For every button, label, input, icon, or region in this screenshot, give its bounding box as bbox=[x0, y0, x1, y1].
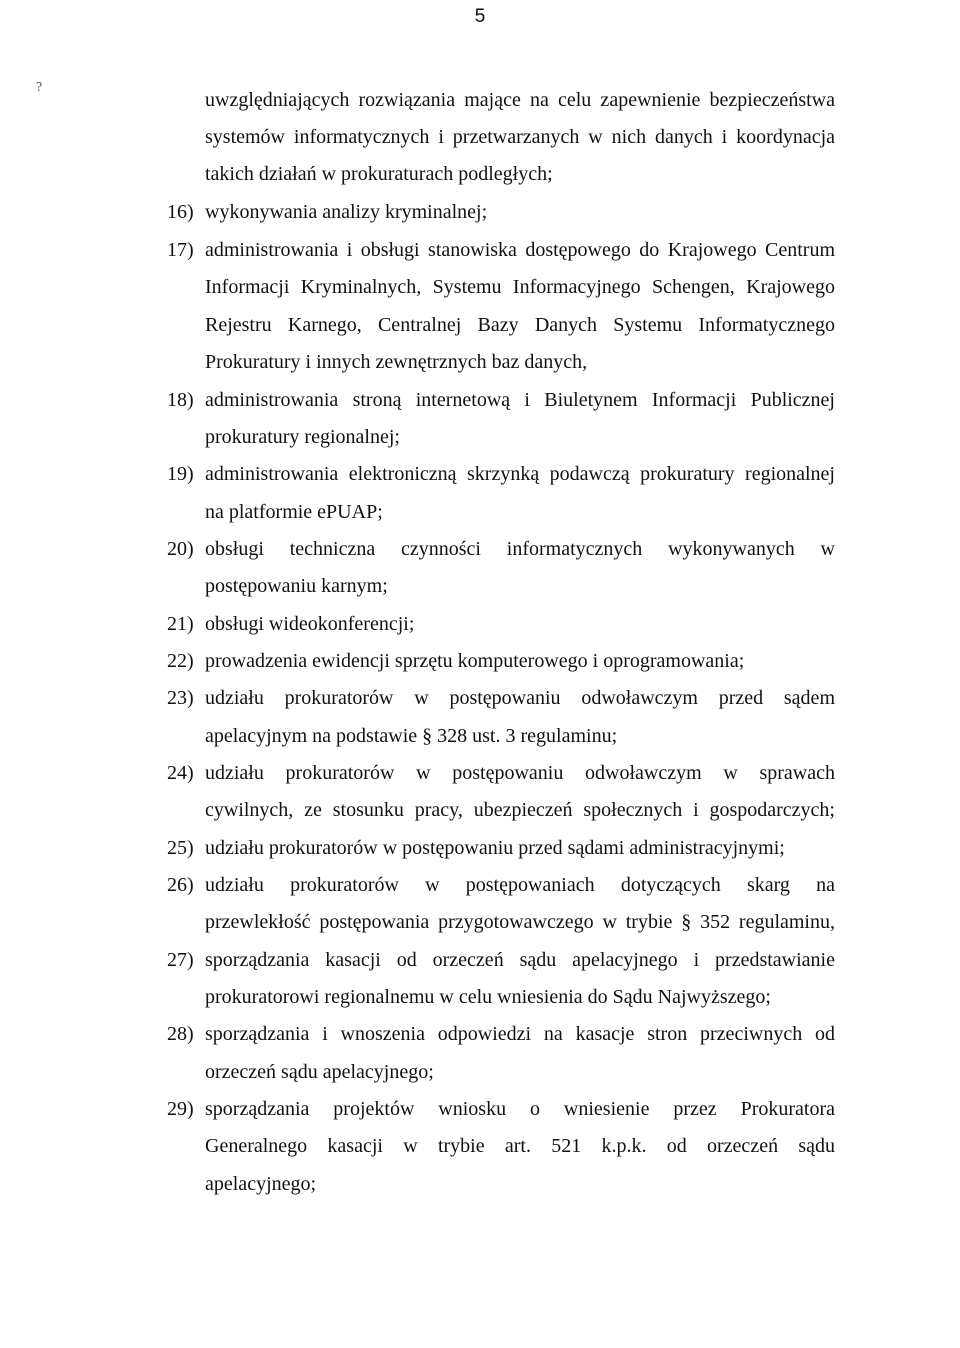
item-17-line-2: Informacji Kryminalnych, Systemu Informacyjnego Schengen, Krajowego bbox=[205, 276, 835, 298]
item-18-line-1: administrowania stroną internetową i Biuletynem Informacji Publicznej bbox=[205, 389, 835, 411]
item-23-line-1: udziału prokuratorów w postępowaniu odwoławczym przed sądem bbox=[205, 687, 835, 709]
item-22-line-1: prowadzenia ewidencji sprzętu komputerowego i oprogramowania; bbox=[205, 650, 745, 672]
item-17-line-4: Prokuratury i innych zewnętrznych baz danych, bbox=[205, 351, 588, 373]
item-27-line-2: prokuratorowi regionalnemu w celu wniesienia do Sądu Najwyższego; bbox=[205, 986, 771, 1008]
item-24-line-2: cywilnych, ze stosunku pracy, ubezpieczeń społecznych i gospodarczych; bbox=[205, 799, 835, 821]
item-29-line-1: sporządzania projektów wniosku o wniesienie przez Prokuratora bbox=[205, 1098, 835, 1120]
item-20-line-1: obsługi techniczna czynności informatycznych wykonywanych w bbox=[205, 538, 835, 560]
item-18-number: 18) bbox=[167, 389, 194, 411]
item-29-line-3: apelacyjnego; bbox=[205, 1173, 317, 1195]
item-17-line-3: Rejestru Karnego, Centralnej Bazy Danych Systemu Informatycznego bbox=[205, 314, 835, 336]
item-19-line-1: administrowania elektroniczną skrzynką podawczą prokuratury regionalnej bbox=[205, 463, 835, 485]
item-26-number: 26) bbox=[167, 874, 194, 896]
item-23-number: 23) bbox=[167, 687, 194, 709]
item-15-line-1: uwzględniających rozwiązania mające na celu zapewnienie bezpieczeństwa bbox=[205, 89, 835, 111]
item-26-line-1: udziału prokuratorów w postępowaniach dotyczących skarg na bbox=[205, 874, 835, 896]
item-27-line-1: sporządzania kasacji od orzeczeń sądu apelacyjnego i przedstawianie bbox=[205, 949, 835, 971]
item-25-line-1: udziału prokuratorów w postępowaniu przed sądami administracyjnymi; bbox=[205, 837, 785, 859]
item-15-line-3: takich działań w prokuraturach podległych; bbox=[205, 163, 553, 185]
item-15-line-2: systemów informatycznych i przetwarzanych w nich danych i koordynacja bbox=[205, 126, 835, 148]
item-18-line-2: prokuratury regionalnej; bbox=[205, 426, 400, 448]
item-26-line-2: przewlekłość postępowania przygotowawczego w trybie § 352 regulaminu, bbox=[205, 911, 835, 933]
item-17-line-1: administrowania i obsługi stanowiska dostępowego do Krajowego Centrum bbox=[205, 239, 835, 261]
item-29-number: 29) bbox=[167, 1098, 194, 1120]
item-28-line-1: sporządzania i wnoszenia odpowiedzi na kasacje stron przeciwnych od bbox=[205, 1023, 835, 1045]
item-27-number: 27) bbox=[167, 949, 194, 971]
item-28-line-2: orzeczeń sądu apelacyjnego; bbox=[205, 1061, 434, 1083]
item-19-line-2: na platformie ePUAP; bbox=[205, 501, 383, 523]
item-20-line-2: postępowaniu karnym; bbox=[205, 575, 388, 597]
item-25-number: 25) bbox=[167, 837, 194, 859]
page-number: 5 bbox=[474, 6, 486, 27]
stray-mark: ? bbox=[36, 80, 43, 95]
item-20-number: 20) bbox=[167, 538, 194, 560]
item-16-line-1: wykonywania analizy kryminalnej; bbox=[205, 201, 488, 223]
item-23-line-2: apelacyjnym na podstawie § 328 ust. 3 regulaminu; bbox=[205, 725, 618, 747]
item-17-number: 17) bbox=[167, 239, 194, 261]
item-29-line-2: Generalnego kasacji w trybie art. 521 k.p.k. od orzeczeń sądu bbox=[205, 1135, 835, 1157]
item-24-number: 24) bbox=[167, 762, 194, 784]
item-28-number: 28) bbox=[167, 1023, 194, 1045]
item-19-number: 19) bbox=[167, 463, 194, 485]
item-24-line-1: udziału prokuratorów w postępowaniu odwoławczym w sprawach bbox=[205, 762, 835, 784]
item-22-number: 22) bbox=[167, 650, 194, 672]
item-21-number: 21) bbox=[167, 613, 194, 635]
item-16-number: 16) bbox=[167, 201, 194, 223]
item-21-line-1: obsługi wideokonferencji; bbox=[205, 613, 415, 635]
